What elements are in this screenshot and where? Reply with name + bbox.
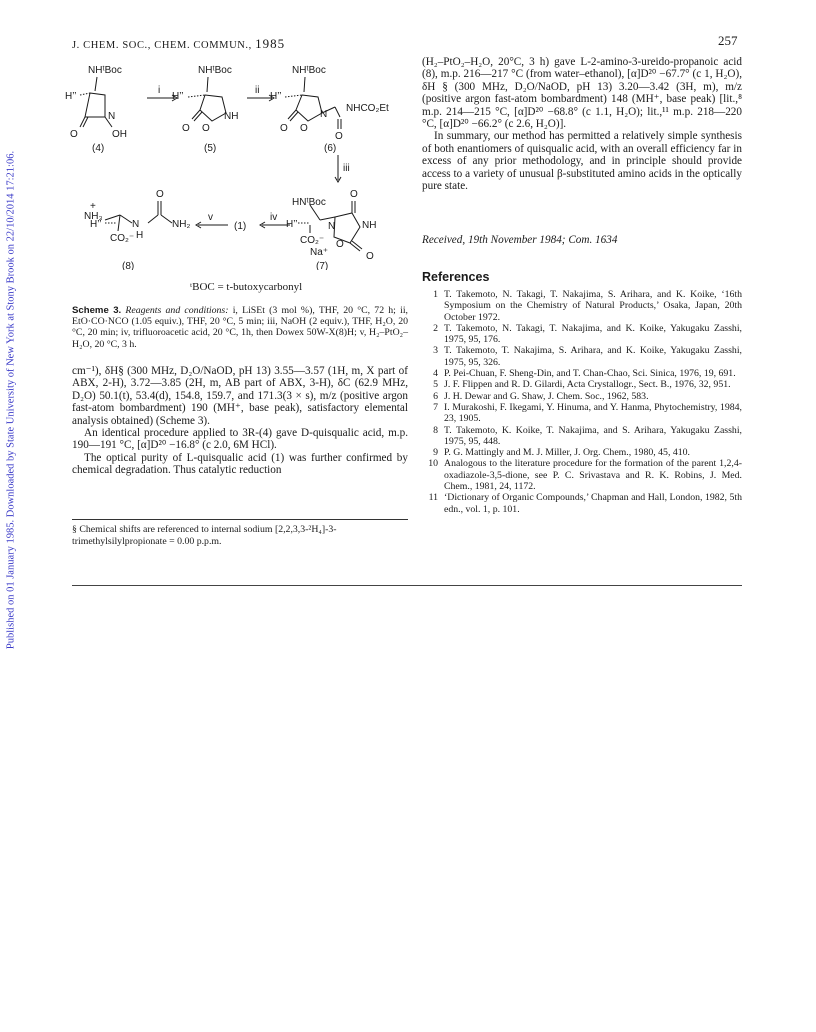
reference-item <box>422 425 742 448</box>
label-ring-o-6: O <box>300 123 308 134</box>
compound-1-label: (1) <box>234 221 247 232</box>
scheme-caption-label: Scheme 3. <box>72 305 122 316</box>
label-hnboc-7: HNᵗBoc <box>292 197 326 208</box>
label-n-7: N <box>328 221 336 232</box>
page-number: 257 <box>718 33 738 48</box>
step-i-label: i <box>158 85 161 96</box>
right-paragraph-1: (H₂–PtO₂–H₂O, 20°C, 3 h) gave L-2-amino-3-ureido-propanoic acid (8), m.p. 216—217 °C (from water–ethanol), [α]D²⁰ −67.7° (c 1, H₂O), δH § (300 MHz, D₂O/NaOD, pH 13) 3.20—3.42 (3H, m), m/z (positive argon fast-atom bombardment) 148 (MH⁺, base peak) [lit.,⁸ m.p. 214—215 °C, [α]D²⁰ −68.8° (c 1.1, H₂O); lit.,¹¹ m.p. 218—220 °C, [α]D²⁰ −66.2° (c 2.6, H₂O)]. <box>422 56 742 131</box>
reference-item <box>422 379 742 390</box>
label-h-5: H’’ <box>172 91 184 102</box>
reference-item <box>422 368 742 379</box>
reference-text: T. Takemoto, T. Nakajima, S. Arihara, and K. Koike, Yakugaku Zasshi, 1975, 95, 326. <box>444 345 742 368</box>
right-column <box>422 56 742 192</box>
label-h-6: H’’ <box>270 91 282 102</box>
left-paragraph-2: An identical procedure applied to 3R-(4) gave D-quisqualic acid, m.p. 190—191 °C, [α]D²⁰ −16.8° (c 2.0, 6M HCl). <box>72 427 408 452</box>
label-co-o-6: O <box>335 131 343 142</box>
reference-number: 5 <box>433 379 438 391</box>
label-nhco2et-6: NHCO₂Et <box>346 103 389 114</box>
label-nhboc-4: NHᵗBoc <box>88 65 122 76</box>
reference-text: T. Takemoto, K. Koike, T. Nakajima, and S. Arihara, Yakugaku Zasshi, 1975, 95, 448. <box>444 424 742 447</box>
label-nhboc-5: NHᵗBoc <box>198 65 232 76</box>
scheme-caption-text: i, LiSEt (3 mol %), THF, 20 °C, 72 h; ii, EtO·CO·NCO (1.05 equiv.), THF, 20 °C, 5 min; iii, NaOH (2 equiv.), THF, H₂O, 20 °C, 20 min; iv, trifluoroacetic acid, 20 °C, 1h, then Dowex 50W-X(8)H; v, H₂–PtO₂–H₂O, 20 °C, 3 h. <box>72 305 408 350</box>
reference-item <box>422 402 742 425</box>
reference-item <box>422 345 742 368</box>
journal-name: J. CHEM. SOC., CHEM. COMMUN., <box>72 40 252 51</box>
step-iii-label: iii <box>343 163 350 174</box>
reference-number: 7 <box>433 401 438 413</box>
reference-text: ‘Dictionary of Organic Compounds,’ Chapman and Hall, London, 1982, 5th edn., vol. 1, p. 101. <box>444 492 742 515</box>
reference-text: P. Pei-Chuan, F. Sheng-Din, and T. Chan-Chao, Sci. Sinica, 1976, 19, 691. <box>444 368 736 380</box>
label-nhboc-6: NHᵗBoc <box>292 65 326 76</box>
footnote-divider <box>72 519 408 520</box>
label-h-8: H’’ <box>90 219 102 230</box>
reference-item <box>422 458 742 492</box>
label-co2-8: CO₂⁻ <box>110 233 135 244</box>
step-iv-label: iv <box>270 212 278 223</box>
reference-text: Analogous to the literature procedure for the formation of the parent 1,2,4-oxadiazole-3,5-dione, see P. C. Srivastava and R. K. Robins, J. Med. Chem., 1981, 24, 1172. <box>444 458 742 493</box>
label-o-8: O <box>156 189 164 200</box>
reference-item <box>422 323 742 346</box>
label-na-7: Na⁺ <box>310 247 329 258</box>
label-ring-o-7: O <box>336 239 344 250</box>
reference-item <box>422 289 742 323</box>
reference-text: P. G. Mattingly and M. J. Miller, J. Org. Chem., 1980, 45, 410. <box>444 447 690 459</box>
scheme-caption <box>72 305 408 350</box>
reference-text: T. Takemoto, N. Takagi, T. Nakajima, and K. Koike, Yakugaku Zasshi, 1975, 95, 176. <box>444 322 742 346</box>
label-n-8: N <box>132 219 140 230</box>
compound-5-label: (5) <box>204 143 217 154</box>
label-n-4: N <box>108 111 116 122</box>
reference-number: 10 <box>428 458 438 470</box>
download-watermark <box>2 130 20 670</box>
label-ring-o-5: O <box>202 123 210 134</box>
reference-number: 2 <box>433 322 438 334</box>
label-nh3-8: NH₃ <box>84 211 103 222</box>
left-paragraph-3: The optical purity of L-quisqualic acid (1) was further confirmed by chemical degradation. Thus catalytic reduction <box>72 451 408 477</box>
compound-4-label: (4) <box>92 143 105 154</box>
left-paragraph-1: cm⁻¹), δH§ (300 MHz, D₂O/NaOD, pH 13) 3.55—3.57 (1H, m, X part of ABX, 2-H), 3.72—3.85 (2H, m, AB part of ABX, 3-H), δC (62.9 MHz, D₂O) 50.1(t), 53.4(d), 154.8, 159.7, and 171.3(3 × s), m/z (positive argon fast-atom bombardment) 190 (MH⁺, base peak), satisfactory elemental analysis obtained) (Scheme 3). <box>72 365 408 427</box>
reference-number: 9 <box>433 447 438 459</box>
reference-number: 8 <box>433 424 438 436</box>
label-o-5: O <box>182 123 190 134</box>
reference-text: I. Murakoshi, F. Ikegami, Y. Hinuma, and Y. Hanma, Phytochemistry, 1984, 23, 1905. <box>444 401 742 425</box>
reference-number: 3 <box>433 345 438 357</box>
label-nh-h-8: H <box>136 230 144 241</box>
compound-8-label: (8) <box>122 261 135 270</box>
journal-year: 1985 <box>255 36 286 51</box>
reference-item <box>422 492 742 515</box>
label-n-6: N <box>320 109 328 120</box>
left-column <box>72 365 408 477</box>
right-paragraph-2: In summary, our method has permitted a relatively simple synthesis of both enantiomers of quisqualic acid, with an overall efficiency far in excess of any prior methodology, and in principle should provide access to a variety of unusual β-substituted amino acids in the optically pure state. <box>422 130 742 193</box>
label-o-6: O <box>280 123 288 134</box>
reference-number: 1 <box>433 289 438 300</box>
label-h-7: H’’ <box>286 219 298 230</box>
page-bottom-divider <box>72 585 742 586</box>
references-heading: References <box>422 270 490 284</box>
received-date: Received, 19th November 1984; Com. 1634 <box>422 234 618 246</box>
running-header <box>72 36 285 52</box>
scheme-3-diagram <box>60 55 410 270</box>
label-nh-5: NH <box>224 111 239 122</box>
reference-item <box>422 447 742 458</box>
reference-text: J. F. Flippen and R. D. Gilardi, Acta Crystallogr., Sect. B., 1976, 32, 951. <box>444 379 731 391</box>
label-o-4: O <box>70 129 78 140</box>
download-watermark-text: Published on 01 January 1985. Downloaded by State University of New York at Stony Brook on 22/10/2014 17:21:06. <box>5 150 17 650</box>
label-oh-4: OH <box>112 129 127 140</box>
reference-text: J. H. Dewar and G. Shaw, J. Chem. Soc., 1962, 583. <box>444 390 649 402</box>
reference-number: 11 <box>428 492 438 504</box>
footnote: § Chemical shifts are referenced to internal sodium [2,2,3,3-²H₄]-3-trimethylsilylpropionate = 0.00 p.p.m. <box>72 524 337 547</box>
label-nh2-8: NH₂ <box>172 219 191 230</box>
label-nh-7: NH <box>362 220 377 231</box>
label-plus-8: + <box>90 201 96 212</box>
step-ii-label: ii <box>255 85 260 96</box>
step-v-label: v <box>208 212 213 223</box>
label-h-4: H’’ <box>65 91 77 102</box>
label-bottom-o-7: O <box>366 251 374 262</box>
reference-item <box>422 391 742 402</box>
compound-6-label: (6) <box>324 143 337 154</box>
reference-number: 4 <box>433 368 438 380</box>
references-list <box>422 289 742 515</box>
boc-definition: ᵗBOC = t-butoxycarbonyl <box>190 281 303 293</box>
label-top-o-7: O <box>350 189 358 200</box>
scheme-caption-lead: Reagents and conditions: <box>125 305 229 316</box>
reference-number: 6 <box>433 390 438 402</box>
label-co2-7: CO₂⁻ <box>300 235 325 246</box>
compound-7-label: (7) <box>316 261 329 270</box>
reference-text: T. Takemoto, N. Takagi, T. Nakajima, S. Arihara, and K. Koike, ‘16th Symposium on the Chemistry of Natural Products,’ Osaka, Japan, 20th October 1972. <box>444 289 742 323</box>
